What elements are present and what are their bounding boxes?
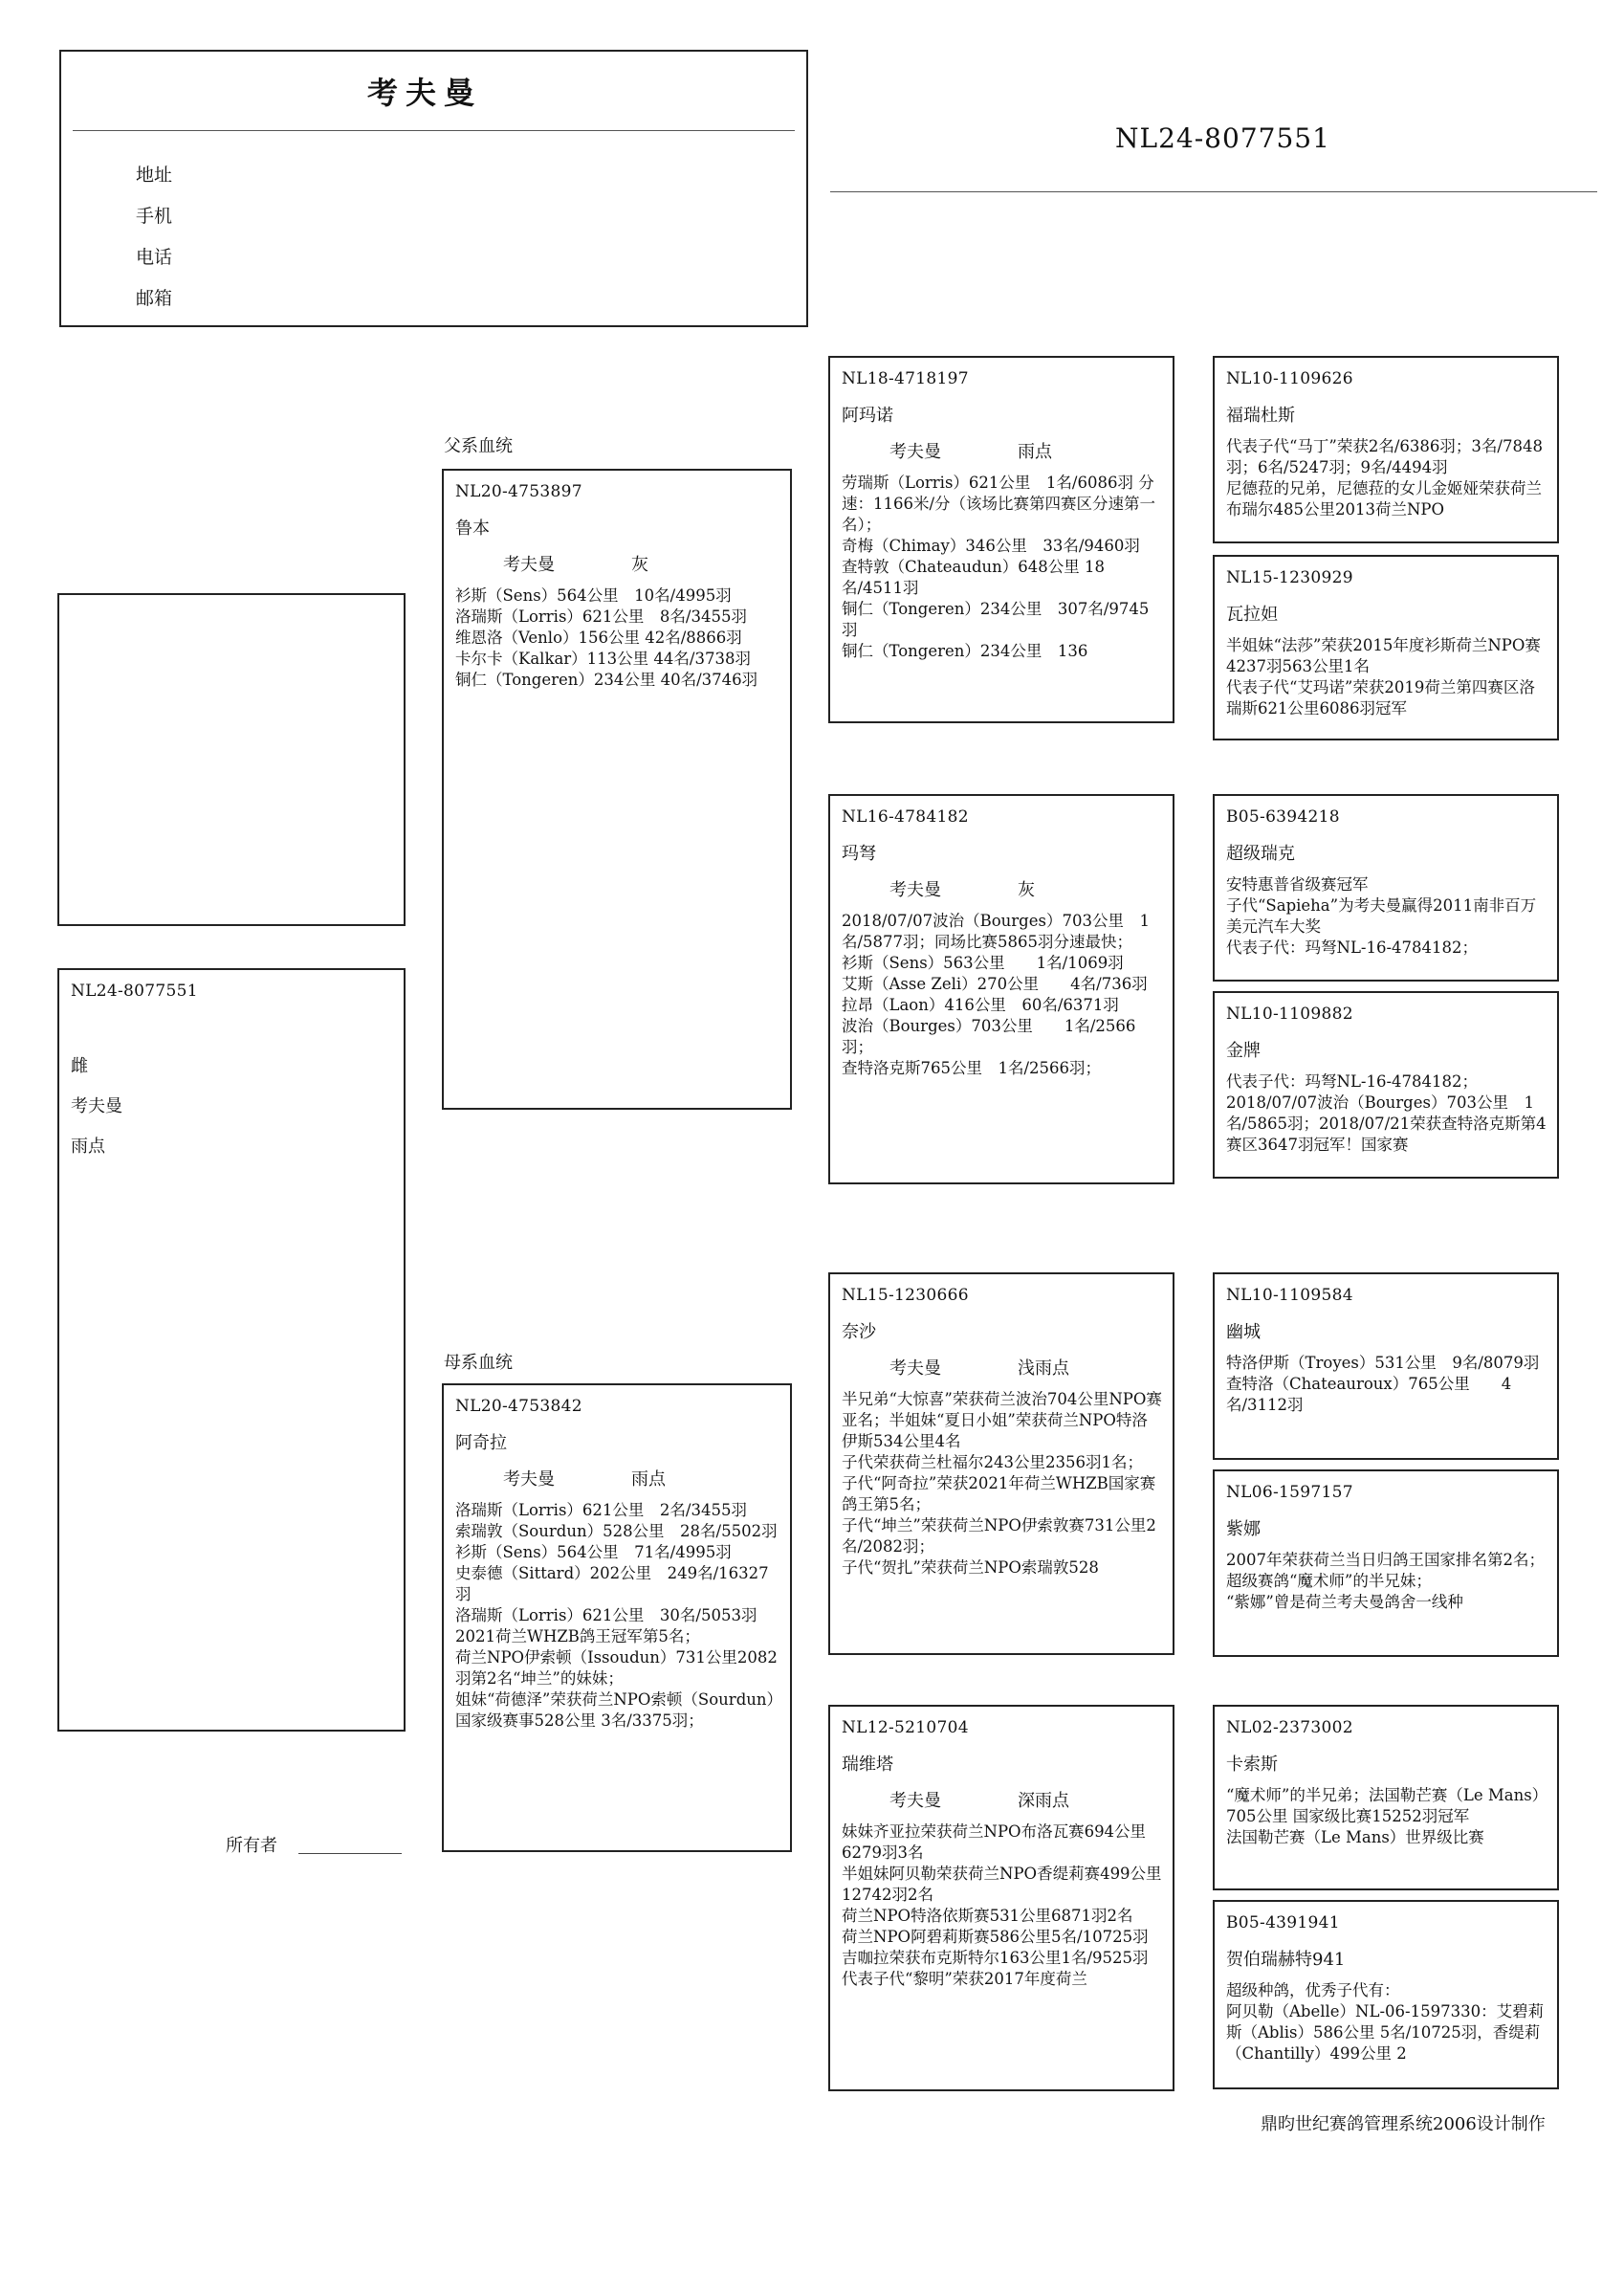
- ddd-card: [1213, 1900, 1559, 2089]
- sire-name: 鲁本: [455, 519, 490, 539]
- sss-ring: NL10-1109626: [1226, 369, 1353, 388]
- ss-name: 阿玛诺: [842, 406, 893, 426]
- loft-title: 考夫曼: [367, 75, 483, 111]
- dss-card: [1213, 1272, 1559, 1460]
- sire-sire-card: [828, 356, 1174, 723]
- mobile-label: 手机: [136, 206, 173, 227]
- subject-sex: 雌: [71, 1056, 88, 1076]
- sire-dam-card: [828, 794, 1174, 1184]
- subject-ring: NL24-8077551: [71, 982, 198, 1001]
- father-line-label: 父系血统: [444, 436, 513, 456]
- sss-card: [1213, 356, 1559, 543]
- ds-results: 半兄弟“大惊喜”荣获荷兰波治704公里NPO赛亚名；半姐妹“夏日小姐”荣获荷兰NPO特洛伊斯534公里4名 子代荣获荷兰杜福尔243公里2356羽1名； 子代“阿奇拉”荣获2021年荷兰WHZB国家赛鸽王第5名； 子代“坤兰”荣获荷兰NPO伊索敦赛731公里2名/2082羽； 子代“贺扎”荣获荷兰NPO索瑞敦528: [842, 1390, 1162, 1577]
- subject-strain: 考夫曼: [71, 1096, 122, 1116]
- sss-results: 代表子代“马丁”荣获2名/6386羽；3名/7848羽；6名/5247羽；9名/4494羽 尼德菈的兄弟，尼德菈的女儿金姬娅荣获荷兰布瑞尔485公里2013荷兰NPO: [1226, 437, 1543, 519]
- sire-strain-color: [503, 551, 790, 576]
- sd-strain: 考夫曼: [889, 880, 941, 900]
- header-divider: [73, 130, 795, 131]
- dd-name: 瑞维塔: [842, 1755, 893, 1775]
- ds-color: 浅雨点: [1018, 1358, 1069, 1379]
- subject-color: 雨点: [71, 1137, 105, 1157]
- ds-ring: NL15-1230666: [842, 1286, 969, 1305]
- dam-card: [442, 1383, 792, 1852]
- ds-strain-color: [889, 1355, 1173, 1380]
- dss-name: 幽城: [1226, 1322, 1261, 1342]
- address-label: 地址: [136, 165, 173, 186]
- dd-ring: NL12-5210704: [842, 1718, 969, 1737]
- dsd-ring: NL06-1597157: [1226, 1483, 1353, 1502]
- ss-ring: NL18-4718197: [842, 369, 969, 388]
- phone-label: 电话: [136, 247, 173, 268]
- sd-results: 2018/07/07波治（Bourges）703公里 1名/5877羽；同场比赛5865羽分速最快； 衫斯（Sens）563公里 1名/1069羽 艾斯（Asse Zeli）270公里 4名/736羽 拉昂（Laon）416公里 60名/6371羽 波治（Bourges）703公里 1名/2566羽； 查特洛克斯765公里 1名/2566羽；: [842, 912, 1150, 1077]
- dsd-card: [1213, 1469, 1559, 1657]
- sds-card: [1213, 794, 1559, 982]
- dam-sire-card: [828, 1272, 1174, 1655]
- sdd-name: 金牌: [1226, 1041, 1261, 1061]
- ss-color: 雨点: [1018, 442, 1052, 462]
- sds-results: 安特惠普省级赛冠军 子代“Sapieha”为考夫曼赢得2011南非百万美元汽车大奖 代表子代：玛弩NL-16-4784182；: [1226, 875, 1537, 957]
- sds-ring: B05-6394218: [1226, 807, 1340, 827]
- sire-ring: NL20-4753897: [455, 482, 582, 501]
- dam-ring: NL20-4753842: [455, 1397, 582, 1416]
- main-ring-number: NL24-8077551: [1115, 122, 1330, 154]
- dam-strain: 考夫曼: [503, 1469, 555, 1490]
- dd-results: 妹妹齐亚拉荣获荷兰NPO布洛瓦赛694公里6279羽3名 半姐妹阿贝勒荣获荷兰NPO香缇莉赛499公里12742羽2名 荷兰NPO特洛依斯赛531公里6871羽2名 荷兰NPO阿碧莉斯赛586公里5名/10725羽 吉咖拉荣获布克斯特尔163公里1名/9525羽 代表子代“黎明”荣获2017年度荷兰: [842, 1822, 1162, 1988]
- dds-card: [1213, 1705, 1559, 1890]
- owner-label: [226, 1832, 277, 1857]
- sire-strain: 考夫曼: [503, 555, 555, 575]
- ddd-ring: B05-4391941: [1226, 1913, 1340, 1932]
- ss-strain-color: [889, 438, 1173, 463]
- sd-ring: NL16-4784182: [842, 807, 969, 827]
- dss-ring: NL10-1109584: [1226, 1286, 1353, 1305]
- dam-results: 洛瑞斯（Lorris）621公里 2名/3455羽 索瑞敦（Sourdun）528公里 28名/5502羽 衫斯（Sens）564公里 71名/4995羽 史泰德（Sittard）202公里 249名/16327羽 洛瑞斯（Lorris）621公里 30名/5053羽 2021荷兰WHZB鸽王冠军第5名； 荷兰NPO伊索顿（Issoudun）731公里2082羽第2名“坤兰”的妹妹； 姐妹“荷德泽”荣获荷兰NPO索顿（Sourdun）国家级赛事528公里 3名/3375羽；: [455, 1501, 778, 1730]
- dd-strain: 考夫曼: [889, 1791, 941, 1811]
- sire-card: [442, 469, 792, 1110]
- ds-name: 奈沙: [842, 1322, 876, 1342]
- ss-results: 劳瑞斯（Lorris）621公里 1名/6086羽 分速：1166米/分（该场比赛第四赛区分速第一名）； 奇梅（Chimay）346公里 33名/9460羽 查特敦（Chateaudun）648公里 18名/4511羽 铜仁（Tongeren）234公里 307名/9745羽 铜仁（Tongeren）234公里 136: [842, 474, 1156, 660]
- owner-label-text: 所有者: [226, 1836, 277, 1856]
- dam-strain-color: [503, 1466, 790, 1490]
- ds-strain: 考夫曼: [889, 1358, 941, 1379]
- photo-frame: [57, 593, 406, 926]
- dd-strain-color: [889, 1787, 1173, 1812]
- owner-line: [298, 1853, 402, 1854]
- footer-credit: 鼎昀世纪赛鸽管理系统2006设计制作: [1261, 2114, 1546, 2134]
- header-box: [59, 50, 808, 327]
- dsd-name: 紫娜: [1226, 1519, 1261, 1539]
- ddd-results: 超级种鸽，优秀子代有： 阿贝勒（Abelle）NL-06-1597330：艾碧莉斯（Ablis）586公里 5名/10725羽，香缇莉（Chantilly）499公里 2: [1226, 1981, 1545, 2063]
- sdd-results: 代表子代：玛弩NL-16-4784182； 2018/07/07波治（Bourges）703公里 1名/5865羽；2018/07/21荣获查特洛克斯第4赛区3647羽冠军！国家赛: [1226, 1072, 1547, 1154]
- dds-ring: NL02-2373002: [1226, 1718, 1353, 1737]
- main-ring-underline: [830, 191, 1597, 192]
- sdd-ring: NL10-1109882: [1226, 1004, 1353, 1024]
- dam-color: 雨点: [631, 1469, 666, 1490]
- subject-card: [57, 968, 406, 1732]
- dam-name: 阿奇拉: [455, 1433, 507, 1453]
- sire-color: 灰: [631, 555, 648, 575]
- ddd-name: 贺伯瑞赫特941: [1226, 1950, 1346, 1970]
- sd-strain-color: [889, 876, 1173, 901]
- dds-name: 卡索斯: [1226, 1755, 1278, 1775]
- ssd-results: 半姐妹“法莎”荣获2015年度衫斯荷兰NPO赛4237羽563公里1名 代表子代“艾玛诺”荣获2019荷兰第四赛区洛瑞斯621公里6086羽冠军: [1226, 636, 1541, 718]
- sdd-card: [1213, 991, 1559, 1179]
- ss-strain: 考夫曼: [889, 442, 941, 462]
- ssd-name: 瓦拉妲: [1226, 605, 1278, 625]
- sire-results: 衫斯（Sens）564公里 10名/4995羽 洛瑞斯（Lorris）621公里 8名/3455羽 维恩洛（Venlo）156公里 42名/8866羽 卡尔卡（Kalkar）113公里 44名/3738羽 铜仁（Tongeren）234公里 40名/3746羽: [455, 586, 758, 689]
- sds-name: 超级瑞克: [1226, 844, 1295, 864]
- dam-dam-card: [828, 1705, 1174, 2091]
- ssd-ring: NL15-1230929: [1226, 568, 1353, 587]
- dsd-results: 2007年荣获荷兰当日归鸽王国家排名第2名； 超级赛鸽“魔术师”的半兄妹； “紫娜”曾是荷兰考夫曼鸽舍一线种: [1226, 1551, 1545, 1611]
- sss-name: 福瑞杜斯: [1226, 406, 1295, 426]
- email-label: 邮箱: [136, 288, 173, 309]
- dd-color: 深雨点: [1018, 1791, 1069, 1811]
- sd-color: 灰: [1018, 880, 1035, 900]
- dss-results: 特洛伊斯（Troyes）531公里 9名/8079羽 查特洛（Chateauroux）765公里 4名/3112羽: [1226, 1354, 1540, 1414]
- dds-results: “魔术师”的半兄弟；法国勒芒赛（Le Mans）705公里 国家级比赛15252羽冠军 法国勒芒赛（Le Mans）世界级比赛: [1226, 1786, 1540, 1846]
- sd-name: 玛弩: [842, 844, 876, 864]
- ssd-card: [1213, 555, 1559, 740]
- mother-line-label: 母系血统: [444, 1353, 513, 1373]
